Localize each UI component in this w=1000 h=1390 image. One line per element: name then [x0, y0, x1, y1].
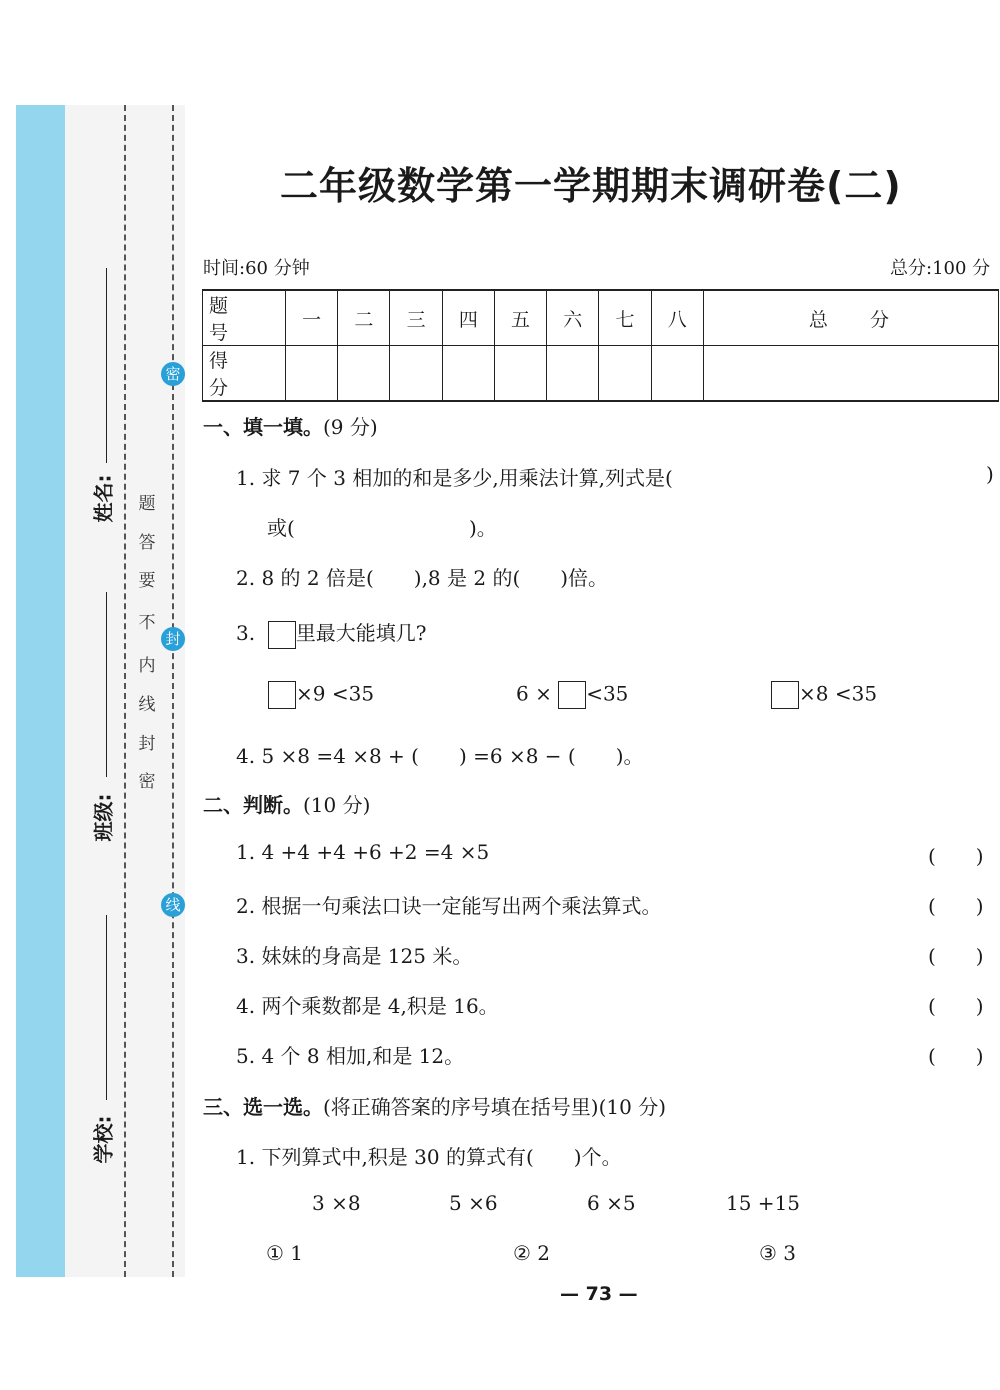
s2-item: 3. 妹妹的身高是 125 米。 — [236, 944, 473, 968]
warning-char: 密 — [138, 772, 156, 792]
s2-item: 1. 4 +4 +4 +6 +2 =4 ×5 — [236, 840, 490, 864]
section-1-title: 一、填一填。 — [203, 415, 323, 439]
section-1-points: (9 分) — [323, 415, 378, 439]
s1-q3-c — [771, 681, 877, 709]
section-3-heading — [203, 1091, 666, 1120]
answer-box[interactable] — [558, 681, 586, 709]
seal-feng: 封 — [161, 627, 185, 651]
judge-bracket[interactable]: ( ) — [928, 994, 984, 1018]
s1-q3 — [236, 617, 427, 649]
cut-line-right — [172, 105, 174, 1277]
section-3-title: 三、选一选。 — [203, 1095, 323, 1119]
s3-expr: 3 ×8 — [312, 1191, 361, 1215]
answer-box[interactable] — [268, 681, 296, 709]
score-table-score-row — [203, 346, 999, 402]
score-cell[interactable] — [494, 346, 546, 402]
score-cell[interactable] — [599, 346, 651, 402]
s3-q1: 1. 下列算式中,积是 30 的算式有( )个。 — [236, 1145, 622, 1169]
s1-q4: 4. 5 ×8 =4 ×8 + ( ) =6 ×8 − ( )。 — [236, 744, 644, 768]
s1-q3-b-pre: 6 × — [516, 681, 552, 706]
exam-total: 总分:100 分 — [890, 258, 991, 279]
row-label: 题 号 — [203, 290, 286, 346]
s1-q3-b-post: <35 — [586, 681, 629, 706]
score-cell[interactable] — [442, 346, 494, 402]
s1-q1-close-paren: ) — [986, 462, 994, 486]
seal-mi: 密 — [161, 362, 185, 386]
class-label: 班级: — [91, 793, 116, 842]
school-blank-line — [106, 915, 107, 1100]
s3-expr: 5 ×6 — [449, 1191, 498, 1215]
s3-option[interactable]: ③ 3 — [759, 1241, 797, 1265]
score-cell[interactable] — [703, 346, 998, 402]
name-label: 姓名: — [91, 474, 116, 523]
binding-strip — [16, 105, 65, 1277]
s2-item: 4. 两个乘数都是 4,积是 16。 — [236, 994, 499, 1018]
col-header: 六 — [547, 290, 599, 346]
page-title: 二年级数学第一学期期末调研卷(二) — [280, 164, 902, 208]
col-header: 七 — [599, 290, 651, 346]
exam-time: 时间:60 分钟 — [203, 258, 310, 279]
cut-line-left — [124, 105, 126, 1277]
section-2-title: 二、判断。 — [203, 793, 303, 817]
s1-q3-c-text: ×8 <35 — [799, 681, 878, 706]
judge-bracket[interactable]: ( ) — [928, 1044, 984, 1068]
name-blank-line — [106, 268, 107, 463]
section-2-points: (10 分) — [303, 793, 371, 817]
s3-expr: 6 ×5 — [587, 1191, 636, 1215]
section-3-instruction: (将正确答案的序号填在括号里)(10 分) — [323, 1095, 667, 1119]
warning-char: 要 — [138, 571, 156, 591]
row-label: 得 分 — [203, 346, 286, 402]
col-header: 四 — [442, 290, 494, 346]
page-number: — 73 — — [560, 1283, 638, 1305]
s1-q3-a — [268, 681, 374, 709]
answer-box[interactable] — [771, 681, 799, 709]
s1-q1-line2-close: )。 — [469, 516, 497, 540]
score-cell[interactable] — [390, 346, 442, 402]
col-header: 总 分 — [703, 290, 998, 346]
answer-box[interactable] — [268, 621, 296, 649]
s3-option[interactable]: ① 1 — [266, 1241, 304, 1265]
s3-expr: 15 +15 — [726, 1191, 801, 1215]
judge-bracket[interactable]: ( ) — [928, 944, 984, 968]
s1-q3-text: 里最大能填几? — [295, 621, 427, 645]
class-blank-line — [106, 592, 107, 777]
col-header: 五 — [494, 290, 546, 346]
score-table — [202, 289, 999, 402]
s3-option[interactable]: ② 2 — [513, 1241, 551, 1265]
col-header: 一 — [286, 290, 338, 346]
school-label: 学校: — [91, 1115, 116, 1164]
score-cell[interactable] — [286, 346, 338, 402]
section-2-heading — [203, 789, 370, 818]
s1-q2: 2. 8 的 2 倍是( ),8 是 2 的( )倍。 — [236, 566, 609, 590]
warning-char: 线 — [138, 695, 156, 715]
score-cell[interactable] — [338, 346, 390, 402]
col-header: 八 — [651, 290, 703, 346]
col-header: 三 — [390, 290, 442, 346]
judge-bracket[interactable]: ( ) — [928, 894, 984, 918]
s2-item: 2. 根据一句乘法口诀一定能写出两个乘法算式。 — [236, 894, 662, 918]
score-table-header-row — [203, 290, 999, 346]
s2-item: 5. 4 个 8 相加,和是 12。 — [236, 1044, 465, 1068]
score-cell[interactable] — [651, 346, 703, 402]
s1-q3-number: 3. — [236, 621, 256, 645]
warning-char: 题 — [138, 494, 156, 514]
s1-q1-or: 或( — [267, 516, 295, 540]
judge-bracket[interactable]: ( ) — [928, 844, 984, 868]
section-1-heading — [203, 411, 378, 440]
seal-xian: 线 — [161, 893, 185, 917]
score-cell[interactable] — [547, 346, 599, 402]
warning-char: 答 — [138, 533, 156, 553]
warning-char: 封 — [138, 734, 156, 754]
s1-q3-b — [516, 681, 628, 709]
s1-q1-line1: 1. 求 7 个 3 相加的和是多少,用乘法计算,列式是( — [236, 466, 673, 490]
warning-char: 内 — [138, 656, 156, 676]
col-header: 二 — [338, 290, 390, 346]
warning-char: 不 — [138, 613, 156, 633]
s1-q3-a-text: ×9 <35 — [296, 681, 375, 706]
